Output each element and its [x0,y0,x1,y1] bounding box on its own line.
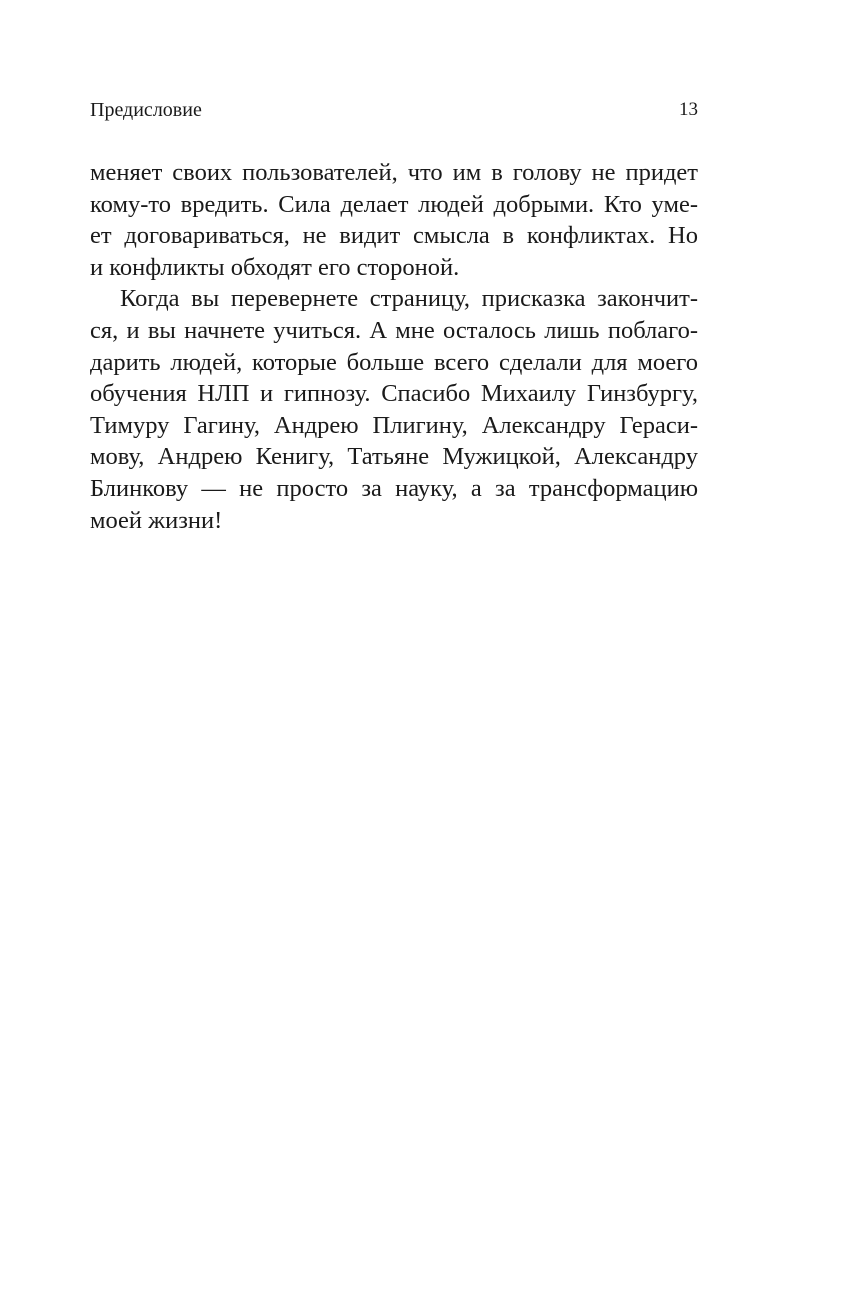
text-line: обучения НЛП и гипнозу. Спасибо Михаилу Гинзбургу, [90,380,698,408]
text-line: мову, Андрею Кенигу, Татьяне Мужицкой, Александру [90,443,698,471]
text-line: кому-то вредить. Сила делает людей добрыми. Кто уме- [90,190,698,218]
text-line: меняет своих пользователей, что им в голову не придет [90,159,698,186]
chapter-title: Предисловие [90,99,202,121]
text-line: ся, и вы начнете учиться. А мне осталось лишь поблаго- [90,316,698,344]
text-line: моей жизни! [90,506,223,534]
text-line: ет договариваться, не видит смысла в конфликтах. Но [90,222,698,250]
text-line: Когда вы перевернете страницу, присказка закончит- [120,285,698,313]
text-line: Блинкову — не просто за науку, а за трансформацию [90,474,698,502]
text-line: Тимуру Гагину, Андрею Плигину, Александру Гераси- [90,411,698,439]
book-page [90,0,698,1312]
running-header [90,96,698,124]
text-line: дарить людей, которые больше всего сделали для моего [90,348,698,376]
paragraph [90,283,698,536]
text-line: и конфликты обходят его стороной. [90,253,460,281]
body-text [90,157,698,536]
page-number: 13 [679,99,698,120]
paragraph [90,157,698,283]
